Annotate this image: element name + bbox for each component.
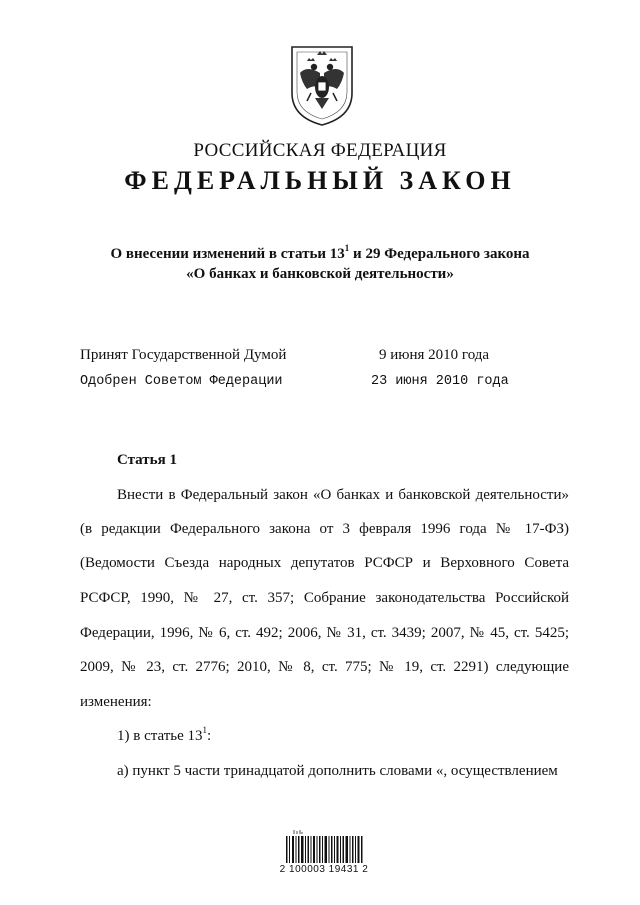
article-text-line: Федерации, 1996, № 6, ст. 492; 2006, № 31, ст. 3439; 2007, № 45, ст. 5425; xyxy=(80,625,569,641)
law-title-line-2: «О банках и банковской деятельности» xyxy=(186,266,454,282)
duma-adoption-label: Принят Государственной Думой xyxy=(80,347,287,363)
law-title-line-1: О внесении изменений в статьи $13^1$ и 29 Федерального закона xyxy=(110,243,530,262)
article-text-line: 2009, № 23, ст. 2776; 2010, № 8, ст. 775; № 19, ст. 2291) следующие xyxy=(80,659,569,675)
council-approval-date: 23 июня 2010 года xyxy=(371,374,509,389)
country-name: РОССИЙСКАЯ ФЕДЕРАЦИЯ xyxy=(193,140,447,161)
council-approval-label: Одобрен Советом Федерации xyxy=(80,374,283,389)
barcode-number: 2 100003 19431 2 xyxy=(279,864,369,875)
law-type-heading: ФЕДЕРАЛЬНЫЙ ЗАКОН xyxy=(124,166,516,195)
article-text-line: (Ведомости Съезда народных депутатов РСФСР и Верховного Совета xyxy=(80,555,569,571)
point-1: 1) в статье $13^1$: xyxy=(117,725,212,744)
duma-adoption-date: 9 июня 2010 года xyxy=(379,347,490,363)
article-text-line: Внести в Федеральный закон «О банках и банковской деятельности» xyxy=(117,487,569,503)
barcode-bars xyxy=(286,836,363,863)
article-text-line: (в редакции Федерального закона от 3 февраля 1996 года № 17-ФЗ) xyxy=(80,521,569,537)
article-heading: Статья 1 xyxy=(117,452,177,468)
barcode-image xyxy=(284,830,364,884)
coat-of-arms-emblem xyxy=(287,43,357,127)
article-text-line: РСФСР, 1990, № 27, ст. 357; Собрание законодательства Российской xyxy=(80,590,569,606)
barcode-tick-marks xyxy=(294,830,302,834)
subpoint-a: а) пункт 5 части тринадцатой дополнить словами «, осуществлением xyxy=(117,763,558,779)
article-text-line: изменения: xyxy=(80,694,152,710)
